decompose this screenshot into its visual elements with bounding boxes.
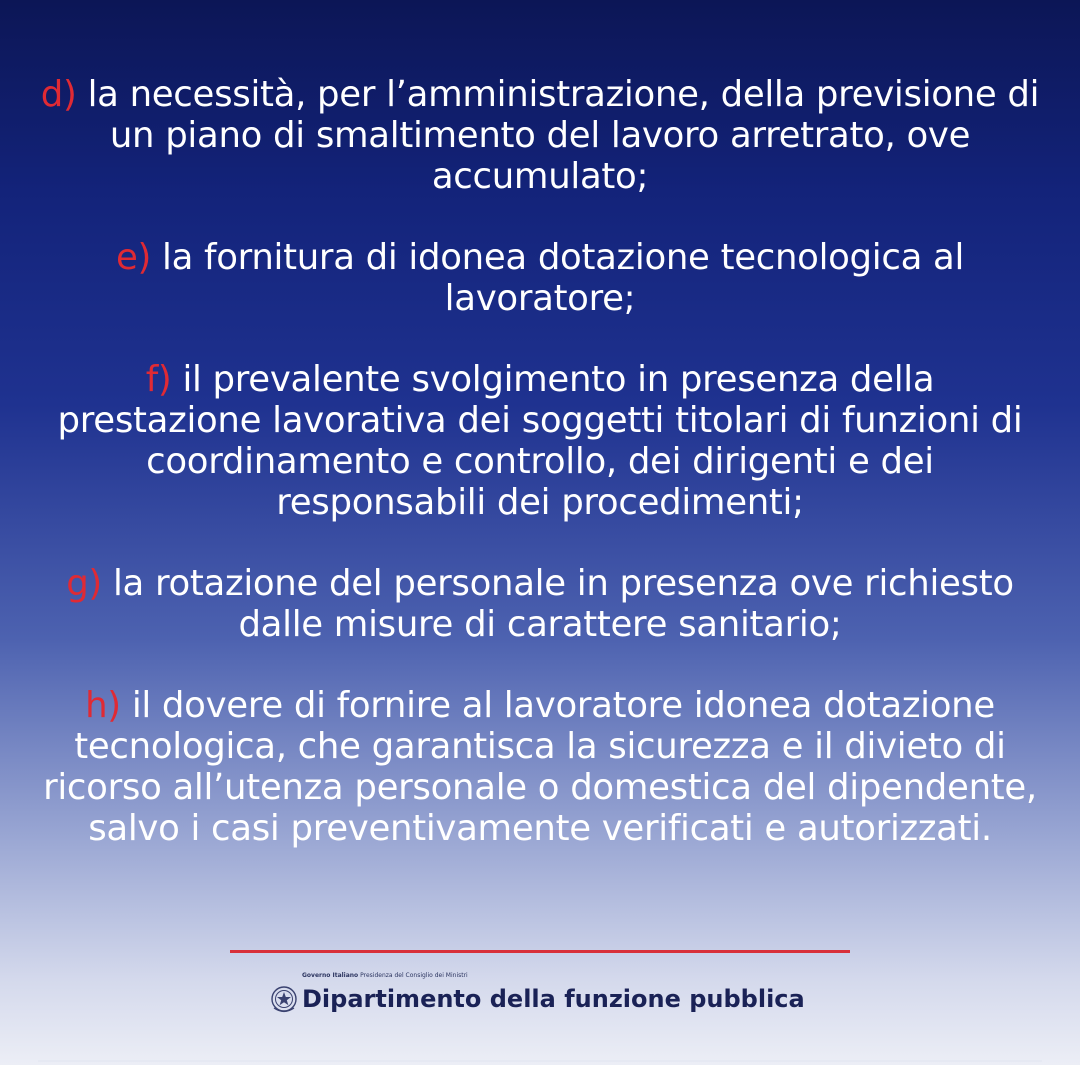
item-text: la fornitura di idonea dotazione tecnologica al lavoratore; bbox=[151, 237, 965, 319]
italian-emblem-icon bbox=[270, 984, 298, 1014]
footer-department: Presidenza del Consiglio dei Ministri bbox=[360, 972, 468, 979]
list-item-f bbox=[40, 359, 1040, 523]
list-item-e bbox=[40, 237, 1040, 319]
item-text: la necessità, per l’amministrazione, della previsione di un piano di smaltimento del lavoro arretrato, ove accumulato; bbox=[76, 74, 1040, 197]
list-item-g bbox=[40, 563, 1040, 645]
item-text: il prevalente svolgimento in presenza della prestazione lavorativa dei soggetti titolari di funzioni di coordinamento e controllo, dei dirigenti e dei responsabili dei procedimenti; bbox=[57, 359, 1023, 523]
item-letter: e) bbox=[115, 237, 152, 278]
footer-brand: Governo Italiano bbox=[302, 972, 359, 979]
item-text: il dovere di fornire al lavoratore idonea dotazione tecnologica, che garantisca la sicurezza e il divieto di ricorso all’utenza personale o domestica del dipendente, salvo i casi preventivamente verificati e autorizzati. bbox=[43, 685, 1037, 849]
footer-title: Dipartimento della funzione pubblica bbox=[302, 985, 805, 1013]
item-letter: h) bbox=[85, 685, 121, 726]
list-item-h bbox=[40, 685, 1040, 849]
item-text: la rotazione del personale in presenza ove richiesto dalle misure di carattere sanitario; bbox=[101, 563, 1014, 645]
item-letter: g) bbox=[66, 563, 102, 604]
item-letter: d) bbox=[40, 74, 77, 115]
measures-list bbox=[40, 74, 1040, 889]
bottom-border bbox=[38, 1060, 1042, 1062]
item-letter: f) bbox=[145, 359, 172, 400]
list-item-d bbox=[40, 74, 1040, 197]
footer-divider bbox=[230, 950, 850, 953]
footer-subtitle bbox=[302, 972, 468, 979]
footer-logo bbox=[270, 970, 830, 1022]
